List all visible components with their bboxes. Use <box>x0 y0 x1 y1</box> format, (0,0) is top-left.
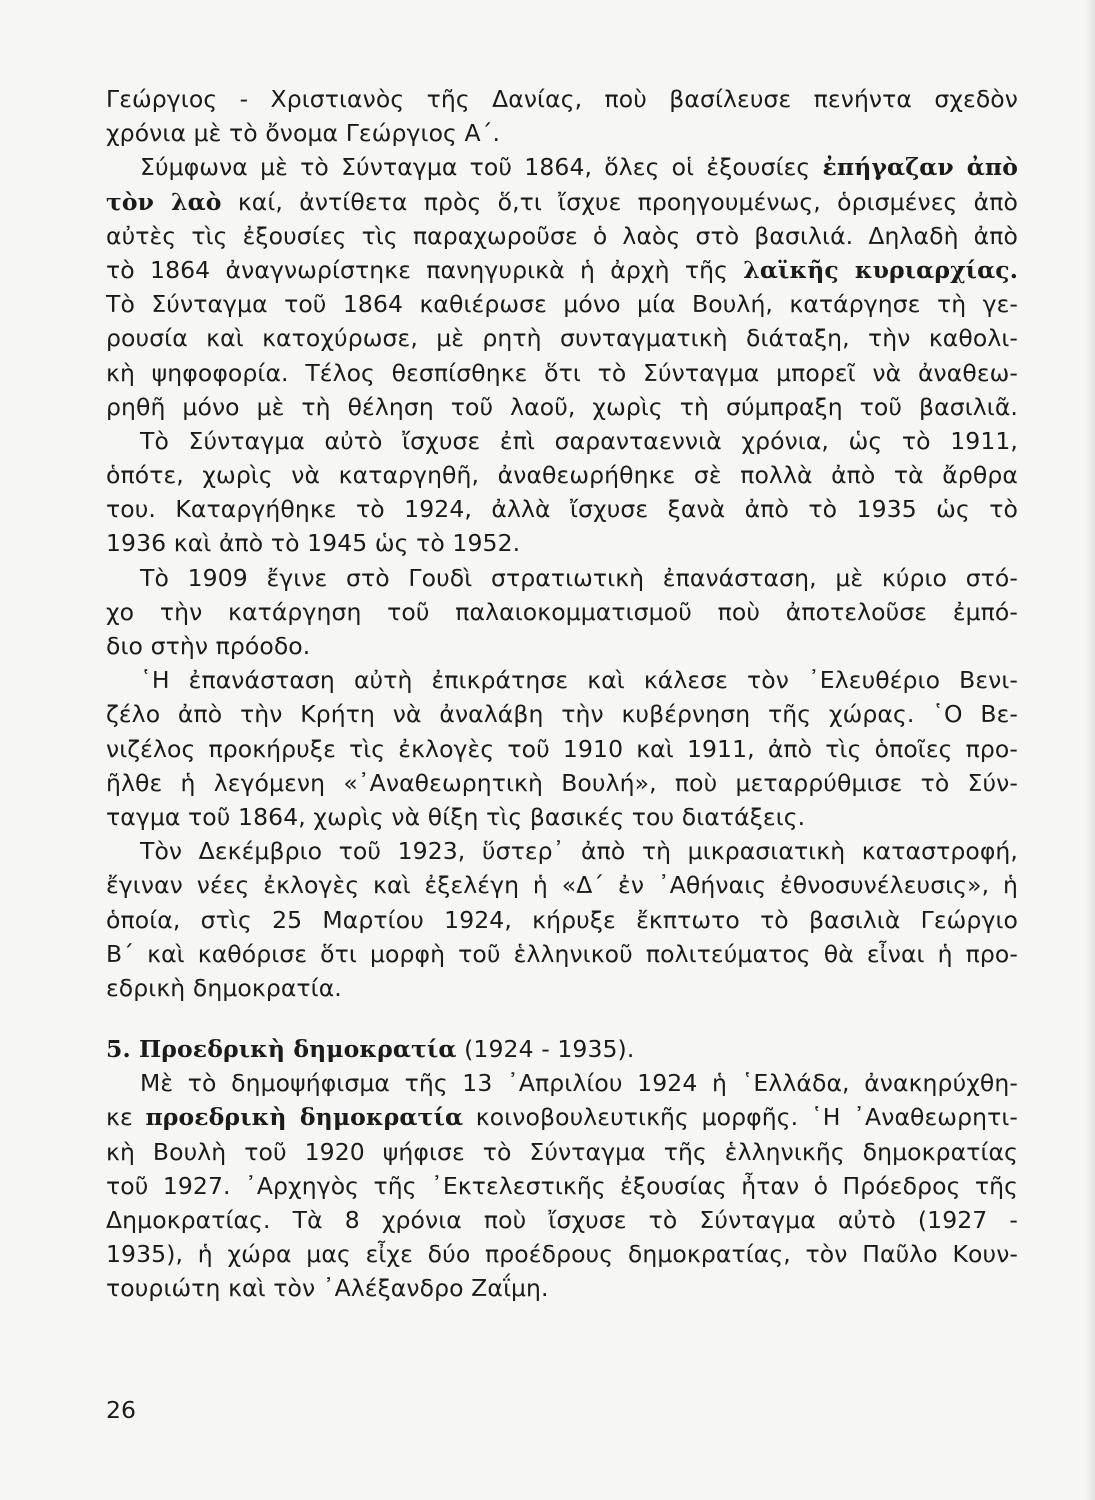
emphasis: προεδρικὴ δημοκρατία <box>145 1103 464 1132</box>
text-line: Μὲ τὸ δημοψήφισμα τῆς 13 ᾿Απριλίου 1924 ἡ ῾Ελλάδα, ἀνακηρύχθη- <box>140 1069 1018 1098</box>
text-line: 1935), ἡ χώρα μας εἶχε δύο προέδρους δημοκρατίας, τὸν Παῦλο Κουν- <box>106 1240 1018 1269</box>
text-line: Δημοκρατίας. Τὰ 8 χρόνια ποὺ ἴσχυσε τὸ Σύνταγμα αὐτὸ (1927 - <box>106 1206 1018 1234</box>
text-line: τουριώτη καὶ τὸν ᾿Αλέξανδρο Ζαΐμη. <box>106 1274 549 1303</box>
text-line: ὁποία, στὶς 25 Μαρτίου 1924, κήρυξε ἔκπτωτο τὸ βασιλιὰ Γεώργιο <box>106 905 1018 934</box>
text-line: Τὸ 1909 ἔγινε στὸ Γουδὶ στρατιωτικὴ ἐπανάσταση, μὲ κύριο στό- <box>140 563 1018 592</box>
text-line: τοῦ 1927. ᾿Αρχηγὸς τῆς ᾿Εκτελεστικῆς ἐξουσίας ἦταν ὁ Πρόεδρος τῆς <box>106 1171 1018 1200</box>
text-line: κὴ ψηφοφορία. Τέλος θεσπίσθηκε ὅτι τὸ Σύνταγμα μπορεῖ νὰ ἀναθεω- <box>106 358 1018 387</box>
text-line: αὐτὲς τὶς ἐξουσίες τὶς παραχωροῦσε ὁ λαὸς στὸ βασιλιά. Δηλαδὴ ἀπὸ <box>106 221 1018 250</box>
text-line: Τὸν Δεκέμβριο τοῦ 1923, ὕστερ᾿ ἀπὸ τὴ μικρασιατικὴ καταστροφή, <box>140 837 1018 866</box>
page-edge-shadow <box>1085 0 1095 1500</box>
text-line: ζέλο ἀπὸ τὴν Κρήτη νὰ ἀναλάβη τὴν κυβέρνηση τῆς χώρας. ῾Ο Βε- <box>106 700 1018 729</box>
text-line: 1936 καὶ ἀπὸ τὸ 1945 ὡς τὸ 1952. <box>106 529 521 558</box>
text-line: ταγμα τοῦ 1864, χωρὶς νὰ θίξη τὶς βασικές του διατάξεις. <box>106 802 806 831</box>
text-line: κε προεδρικὴ δημοκρατία κοινοβουλευτικῆς μορφῆς. ῾Η ᾿Αναθεωρητι- <box>106 1103 1018 1132</box>
text-line: Τὸ Σύνταγμα αὐτὸ ἴσχυσε ἐπὶ σαρανταεννιὰ χρόνια, ὡς τὸ 1911, <box>140 426 1018 455</box>
section-years: (1924 - 1935). <box>456 1035 635 1064</box>
section-heading <box>106 1032 1018 1066</box>
emphasis: ἐπήγαζαν ἀπὸ <box>822 153 1018 182</box>
text-line: ῆλθε ἡ λεγόμενη «᾿Αναθεωρητικὴ Βουλή», ποὺ μεταρρύθμισε τὸ Σύν- <box>106 768 1018 797</box>
text-line: νιζέλος προκήρυξε τὶς ἐκλογὲς τοῦ 1910 καὶ 1911, ἀπὸ τὶς ὁποῖες προ- <box>106 734 1018 763</box>
text-line: κὴ Βουλὴ τοῦ 1920 ψήφισε τὸ Σύνταγμα τῆς ἑλληνικῆς δημοκρατίας <box>106 1137 1018 1166</box>
body-text <box>106 82 1018 1306</box>
text-line: ὁπότε, χωρὶς νὰ καταργηθῆ, ἀναθεωρήθηκε σὲ πολλὰ ἀπὸ τὰ ἄρθρα <box>106 461 1018 490</box>
text-line: τὸν λαὸ καί, ἀντίθετα πρὸς ὅ,τι ἴσχυε προηγουμένως, ὁρισμένες ἀπὸ <box>106 187 1018 216</box>
text-line: Σύμφωνα μὲ τὸ Σύνταγμα τοῦ 1864, ὅλες οἱ ἐξουσίες ἐπήγαζαν ἀπὸ <box>140 153 1018 182</box>
text-line: χο τὴν κατάργηση τοῦ παλαιοκομματισμοῦ ποὺ ἀποτελοῦσε ἐμπό- <box>106 597 1018 626</box>
page-number: 26 <box>106 1396 136 1424</box>
text-line: ἔγιναν νέες ἐκλογὲς καὶ ἐξελέγη ἡ «Δ΄ ἐν ᾿Αθήναις ἐθνοσυνέλευσις», ἡ <box>106 871 1018 900</box>
text-line: χρόνια μὲ τὸ ὄνομα Γεώργιος Α΄. <box>106 119 501 148</box>
text-line: ῾Η ἐπανάσταση αὐτὴ ἐπικράτησε καὶ κάλεσε τὸν ᾿Ελευθέριο Βενι- <box>140 666 1018 695</box>
text-line: Γεώργιος - Χριστιανὸς τῆς Δανίας, ποὺ βασίλευσε πενήντα σχεδὸν <box>106 85 1018 113</box>
text-line: διο στὴν πρόοδο. <box>106 632 311 660</box>
emphasis: τὸν λαὸ <box>106 187 222 216</box>
text-line: τὸ 1864 ἀναγνωρίστηκε πανηγυρικὰ ἡ ἀρχὴ τῆς λαϊκῆς κυριαρχίας. <box>106 255 1018 284</box>
emphasis: λαϊκῆς κυριαρχίας. <box>743 255 1018 284</box>
text-line: Β΄ καὶ καθόρισε ὅτι μορφὴ τοῦ ἑλληνικοῦ πολιτεύματος θὰ εἶναι ἡ προ- <box>106 939 1018 968</box>
section-title: 5. Προεδρικὴ δημοκρατία <box>106 1035 457 1064</box>
text-line: εδρικὴ δημοκρατία. <box>106 973 342 1002</box>
text-line: ρουσία καὶ κατοχύρωσε, μὲ ρητὴ συνταγματικὴ διάταξη, τὴν καθολι- <box>106 324 1018 353</box>
text-line: ρηθῆ μόνο μὲ τὴ θέληση τοῦ λαοῦ, χωρὶς τὴ σύμπραξη τοῦ βασιλιᾶ. <box>106 392 1018 421</box>
text-line: του. Καταργήθηκε τὸ 1924, ἀλλὰ ἴσχυσε ξανὰ ἀπὸ τὸ 1935 ὡς τὸ <box>106 495 1018 524</box>
text-line: Τὸ Σύνταγμα τοῦ 1864 καθιέρωσε μόνο μία Βουλή, κατάργησε τὴ γε- <box>106 290 1018 319</box>
